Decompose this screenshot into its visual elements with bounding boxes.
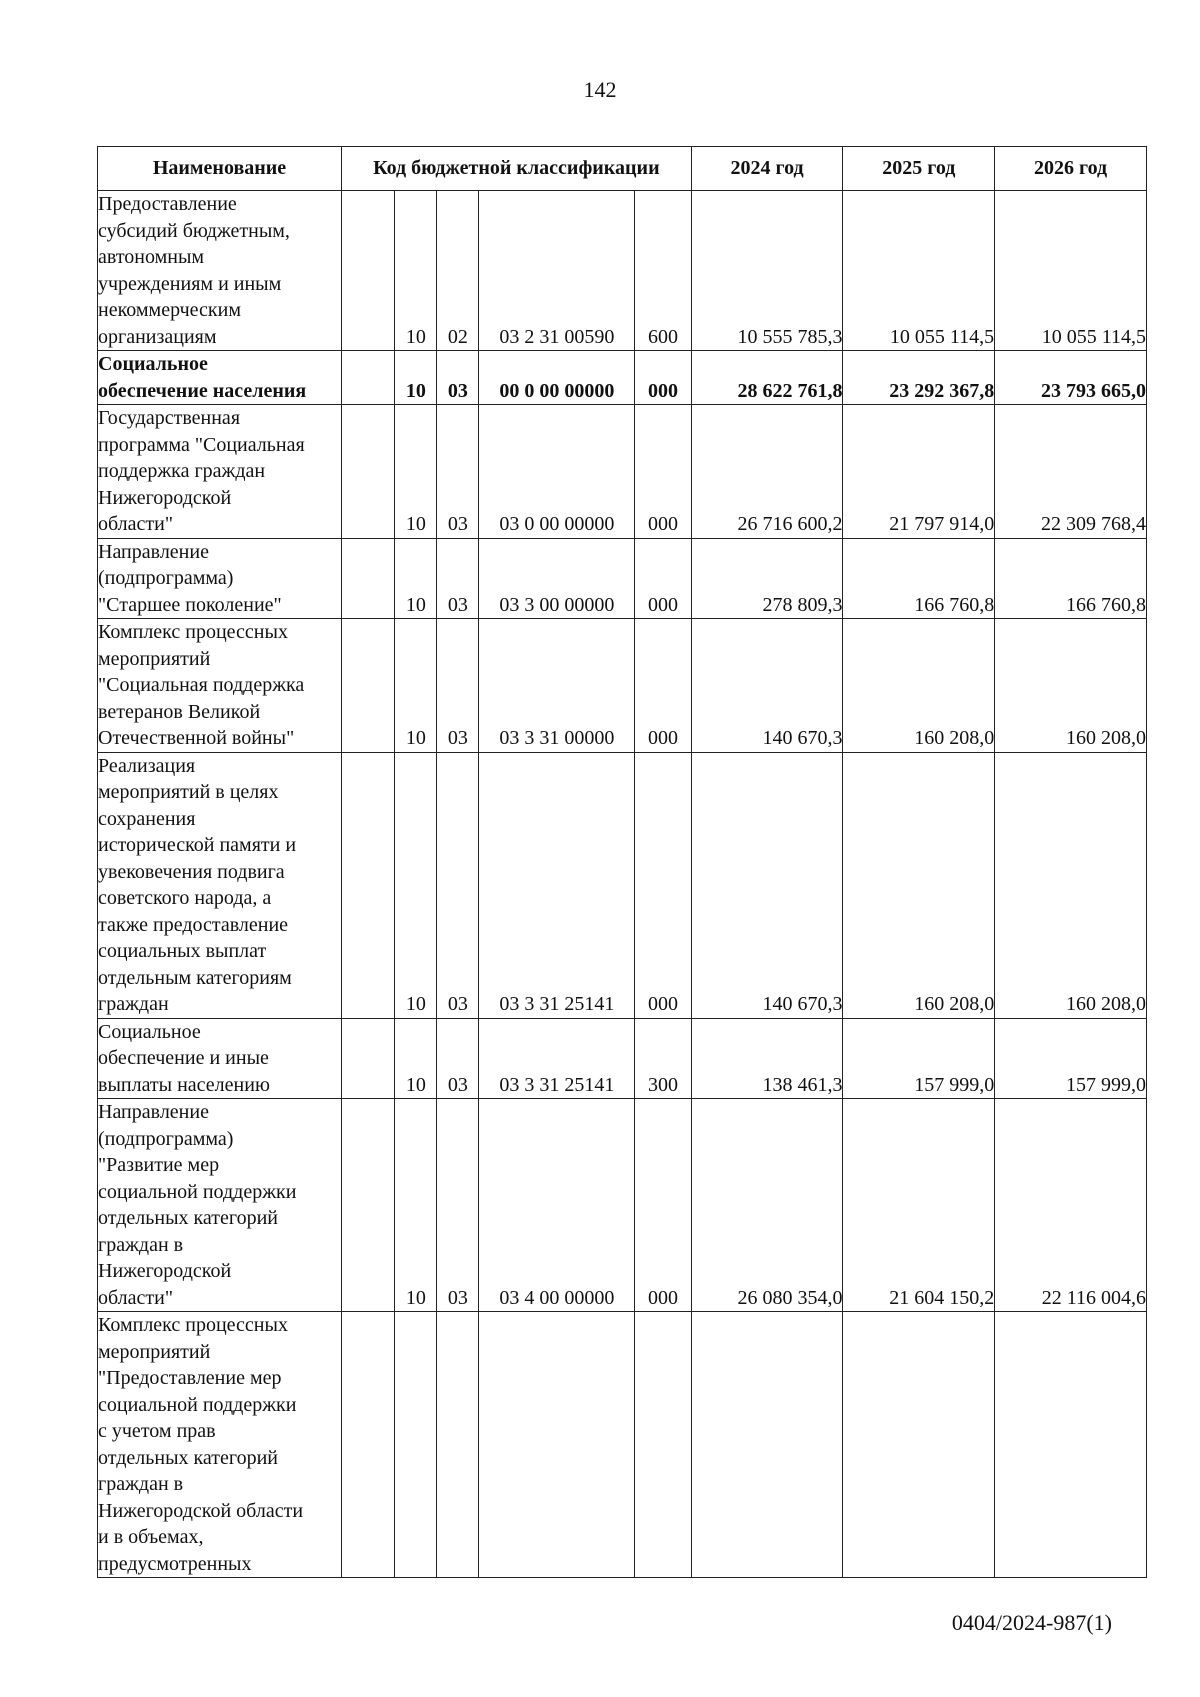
row-expense-type-code: 000	[635, 1099, 691, 1312]
row-name-line: области"	[98, 1286, 174, 1309]
row-amount-2024: 278 809,3	[691, 538, 843, 619]
row-target-article-code: 03 0 00 00000	[479, 405, 635, 539]
row-name-line: автономным	[98, 246, 205, 268]
row-name-line: отдельных категорий	[98, 1446, 279, 1469]
row-expense-type-code: 000	[635, 538, 691, 619]
row-target-article-code: 03 3 31 00000	[479, 619, 635, 753]
row-name-line: некоммерческим	[98, 299, 241, 321]
row-expense-type-code: 000	[635, 752, 691, 1018]
row-amount-2024: 26 080 354,0	[691, 1099, 843, 1312]
row-subsection-code: 03	[437, 619, 479, 753]
row-code-blank	[342, 752, 395, 1018]
row-amount-2025: 160 208,0	[843, 752, 995, 1018]
row-name-line: учреждениям и иным	[98, 272, 282, 295]
row-section-code: 10	[395, 752, 437, 1018]
row-subsection-code: 03	[437, 405, 479, 539]
row-name-line: (подпрограмма)	[98, 1127, 234, 1150]
row-amount-2025: 10 055 114,5	[843, 191, 995, 351]
row-name-line: "Старшее поколение"	[98, 593, 282, 616]
table-row	[98, 351, 1147, 405]
row-amount-2026: 10 055 114,5	[995, 191, 1147, 351]
table-row	[98, 538, 1147, 619]
table-row	[98, 619, 1147, 753]
row-amount-2026: 23 793 665,0	[995, 351, 1147, 405]
row-name-line: обеспечение и иные	[98, 1047, 269, 1069]
row-expense-type-code: 600	[635, 191, 691, 351]
row-name-line: Нижегородской области	[98, 1499, 304, 1522]
row-name	[98, 405, 342, 539]
row-name-line: и в объемах,	[98, 1526, 204, 1548]
row-name-line: социальной поддержки	[98, 1180, 297, 1203]
row-subsection-code: 03	[437, 1099, 479, 1312]
row-subsection-code: 03	[437, 1018, 479, 1099]
row-section-code: 10	[395, 405, 437, 539]
row-code-blank	[342, 1018, 395, 1099]
row-name-line: субсидий бюджетным,	[98, 219, 290, 242]
row-name-line: мероприятий	[98, 1340, 211, 1363]
row-name-line: социальных выплат	[98, 940, 267, 962]
row-name-line: исторической памяти и	[98, 834, 297, 856]
row-amount-2024: 28 622 761,8	[691, 351, 843, 405]
header-2024: 2024 год	[691, 147, 843, 191]
row-subsection-code: 03	[437, 538, 479, 619]
row-name	[98, 1312, 342, 1578]
header-2025: 2025 год	[843, 147, 995, 191]
document-code: 0404/2024-987(1)	[951, 1610, 1112, 1635]
table-row	[98, 1312, 1147, 1578]
header-row	[98, 147, 1147, 191]
row-name-line: Нижегородской	[98, 486, 232, 509]
row-name-line: Социальное	[98, 353, 208, 375]
row-subsection-code: 03	[437, 752, 479, 1018]
row-section-code: 10	[395, 191, 437, 351]
row-amount-2024: 10 555 785,3	[691, 191, 843, 351]
row-name-line: организациям	[98, 325, 217, 348]
row-expense-type-code: 000	[635, 619, 691, 753]
row-name-line: обеспечение населения	[98, 379, 307, 402]
header-code: Код бюджетной классификации	[342, 147, 692, 191]
row-section-code: 10	[395, 351, 437, 405]
table-row	[98, 752, 1147, 1018]
row-amount-2024: 26 716 600,2	[691, 405, 843, 539]
row-amount-2026: 157 999,0	[995, 1018, 1147, 1099]
row-name-line: также предоставление	[98, 913, 289, 936]
row-name	[98, 1099, 342, 1312]
row-code-blank	[342, 1099, 395, 1312]
row-name-line: (подпрограмма)	[98, 567, 234, 589]
table-row	[98, 405, 1147, 539]
row-name-line: советского народа, а	[98, 887, 272, 909]
row-name-line: поддержка граждан	[98, 460, 266, 482]
row-amount-2026: 160 208,0	[995, 752, 1147, 1018]
row-expense-type-code: 000	[635, 405, 691, 539]
row-name-line: Социальное	[98, 1020, 201, 1043]
row-code-blank	[342, 619, 395, 753]
row-name-line: Реализация	[98, 754, 196, 777]
header-name: Наименование	[98, 147, 342, 191]
row-name-line: "Предоставление мер	[98, 1367, 282, 1389]
row-name-line: Комплекс процессных	[98, 1314, 288, 1336]
row-name-line: Направление	[98, 1101, 209, 1123]
row-name-line: Предоставление	[98, 193, 237, 215]
row-name-line: социальной поддержки	[98, 1393, 297, 1416]
row-name	[98, 752, 342, 1018]
row-amount-2026: 22 309 768,4	[995, 405, 1147, 539]
row-code-blank	[342, 1312, 395, 1578]
row-name-line: Нижегородской	[98, 1260, 232, 1282]
row-amount-2024: 138 461,3	[691, 1018, 843, 1099]
row-name-line: мероприятий в целях	[98, 781, 279, 803]
row-name-line: области"	[98, 513, 174, 535]
row-name	[98, 619, 342, 753]
row-name-line: Государственная	[98, 407, 241, 429]
row-amount-2025: 21 604 150,2	[843, 1099, 995, 1312]
row-code-blank	[342, 351, 395, 405]
row-subsection-code: 02	[437, 191, 479, 351]
row-target-article-code: 03 3 31 25141	[479, 1018, 635, 1099]
table-row	[98, 1018, 1147, 1099]
row-target-article-code	[479, 1312, 635, 1578]
row-name-line: граждан в	[98, 1233, 184, 1256]
row-section-code	[395, 1312, 437, 1578]
row-name-line: Комплекс процессных	[98, 621, 288, 643]
row-name-line: "Развитие мер	[98, 1154, 220, 1176]
row-name	[98, 351, 342, 405]
row-amount-2026: 22 116 004,6	[995, 1099, 1147, 1312]
row-name-line: Отечественной войны"	[98, 727, 295, 749]
row-name-line: ветеранов Великой	[98, 700, 261, 723]
row-section-code: 10	[395, 1018, 437, 1099]
row-amount-2025: 157 999,0	[843, 1018, 995, 1099]
row-target-article-code: 03 3 31 25141	[479, 752, 635, 1018]
row-name-line: с учетом прав	[98, 1420, 216, 1442]
row-expense-type-code	[635, 1312, 691, 1578]
row-target-article-code: 03 3 00 00000	[479, 538, 635, 619]
row-expense-type-code: 300	[635, 1018, 691, 1099]
row-name-line: увековечения подвига	[98, 860, 285, 883]
row-name-line: предусмотренных	[98, 1552, 252, 1575]
row-name-line: сохранения	[98, 807, 196, 830]
row-name-line: граждан в	[98, 1473, 184, 1495]
row-name	[98, 538, 342, 619]
row-amount-2024: 140 670,3	[691, 752, 843, 1018]
row-name-line: выплаты населению	[98, 1073, 270, 1096]
row-amount-2025: 23 292 367,8	[843, 351, 995, 405]
table-body	[98, 191, 1147, 1578]
row-target-article-code: 03 2 31 00590	[479, 191, 635, 351]
row-section-code: 10	[395, 619, 437, 753]
row-subsection-code	[437, 1312, 479, 1578]
row-name-line: граждан	[98, 993, 169, 1015]
row-target-article-code: 03 4 00 00000	[479, 1099, 635, 1312]
table-row	[98, 191, 1147, 351]
row-amount-2025: 160 208,0	[843, 619, 995, 753]
row-name-line: "Социальная поддержка	[98, 674, 305, 696]
row-code-blank	[342, 538, 395, 619]
row-amount-2026: 166 760,8	[995, 538, 1147, 619]
row-name-line: отдельных категорий	[98, 1207, 279, 1229]
row-name-line: мероприятий	[98, 647, 211, 670]
row-subsection-code: 03	[437, 351, 479, 405]
page-number: 142	[583, 77, 617, 102]
row-amount-2025	[843, 1312, 995, 1578]
row-amount-2024: 140 670,3	[691, 619, 843, 753]
row-amount-2025: 21 797 914,0	[843, 405, 995, 539]
row-expense-type-code: 000	[635, 351, 691, 405]
row-name	[98, 1018, 342, 1099]
row-name-line: отдельным категориям	[98, 966, 292, 989]
row-amount-2024	[691, 1312, 843, 1578]
row-section-code: 10	[395, 538, 437, 619]
row-amount-2026: 160 208,0	[995, 619, 1147, 753]
row-code-blank	[342, 191, 395, 351]
row-amount-2026	[995, 1312, 1147, 1578]
row-code-blank	[342, 405, 395, 539]
row-name-line: программа "Социальная	[98, 433, 305, 456]
row-target-article-code: 00 0 00 00000	[479, 351, 635, 405]
row-name	[98, 191, 342, 351]
row-name-line: Направление	[98, 540, 209, 563]
row-section-code: 10	[395, 1099, 437, 1312]
row-amount-2025: 166 760,8	[843, 538, 995, 619]
budget-table	[97, 146, 1147, 1578]
table-row	[98, 1099, 1147, 1312]
header-2026: 2026 год	[995, 147, 1147, 191]
